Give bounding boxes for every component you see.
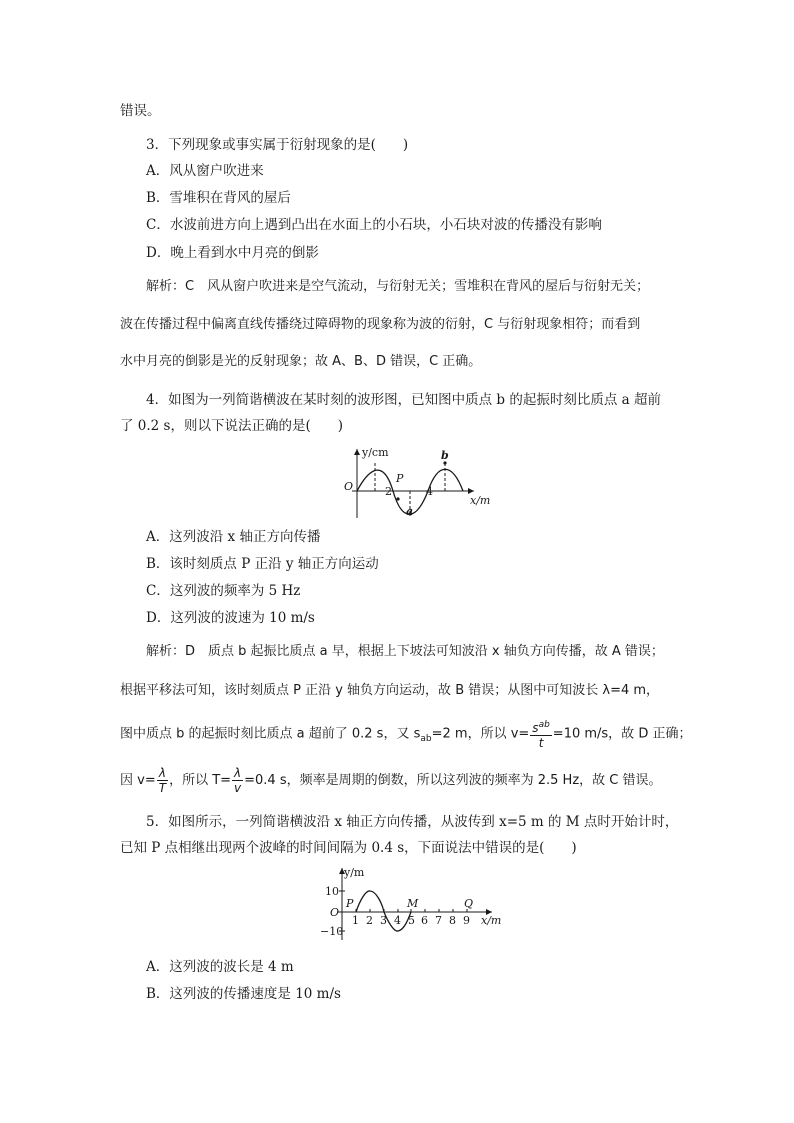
- x-axis-label: x/m: [481, 914, 502, 927]
- y-label-10: 10: [325, 885, 339, 898]
- subscript-ab: ab: [420, 734, 432, 745]
- option-5b: B．这列波的传播速度是 10 m/s: [146, 986, 341, 1002]
- x-tick-2: 2: [385, 485, 392, 498]
- x-tick-label-6: 6: [421, 914, 428, 927]
- x-tick-4: 4: [426, 485, 433, 498]
- question-4-stem-line1: 4．如图为一列简谐横波在某时刻的波形图，已知图中质点 b 的起振时刻比质点 a 超前: [146, 392, 661, 408]
- analysis-4-line3-a: 图中质点 b 的起振时刻比质点 a 超前了 0.2 s，又 s: [120, 726, 421, 742]
- analysis-4-line3-c: =10 m/s，故 D 正确；: [552, 726, 692, 742]
- y-label-neg10: −10: [320, 925, 344, 938]
- point-b-label: b: [441, 449, 449, 462]
- option-4a: A．这列波沿 x 轴正方向传播: [146, 529, 321, 545]
- analysis-4-line4-b: ，所以 T=: [169, 773, 232, 788]
- option-5a: A．这列波的波长是 4 m: [146, 959, 294, 975]
- fraction-denominator: v: [234, 781, 242, 795]
- numerator-superscript: ab: [538, 720, 550, 730]
- option-3b: B．雪堆积在背风的屋后: [146, 190, 291, 206]
- x-tick-label-4: 4: [394, 914, 401, 927]
- analysis-3-line2: 波在传播过程中偏离直线传播绕过障碍物的现象称为波的衍射，C 与衍射现象相符；而看到: [120, 317, 641, 332]
- x-tick-label-7: 7: [435, 914, 442, 927]
- point-p-label: P: [346, 897, 354, 910]
- option-4b: B．该时刻质点 P 正沿 y 轴正方向运动: [146, 556, 379, 572]
- point-q-label: Q: [464, 897, 474, 910]
- y-axis-label: y/cm: [362, 446, 389, 459]
- x-tick-label-5: 5: [408, 914, 415, 927]
- analysis-3-line1: 解析：C 风从窗户吹进来是空气流动，与衍射无关；雪堆积在背风的屋后与衍射无关；: [146, 279, 650, 294]
- fraction-denominator: t: [538, 736, 544, 750]
- option-3d: D．晚上看到水中月亮的倒影: [146, 245, 319, 261]
- analysis-3-line3: 水中月亮的倒影是光的反射现象；故 A、B、D 错误，C 正确。: [120, 354, 482, 369]
- fraction-numerator: s: [532, 721, 539, 735]
- fraction-numerator: λ: [157, 766, 168, 781]
- option-3c: C．水波前进方向上遇到凸出在水面上的小石块，小石块对波的传播没有影响: [146, 217, 602, 233]
- y-axis-label: y/m: [344, 866, 365, 879]
- option-4d: D．这列波的波速为 10 m/s: [146, 610, 315, 626]
- analysis-4-line3-b: =2 m，所以 v=: [431, 726, 530, 742]
- fraction-numerator: λ: [234, 766, 242, 780]
- analysis-4-line1: 解析：D 质点 b 起振比质点 a 早，根据上下坡法可知波沿 x 轴负方向传播，故 A 错误；: [146, 644, 664, 659]
- question-5-stem-line2: 已知 P 点相继出现两个波峰的时间间隔为 0.4 s，下面说法中错误的是( ): [120, 840, 577, 856]
- point-m-label: M: [407, 897, 419, 910]
- fraction-denominator: T: [158, 781, 167, 795]
- origin-label: O: [330, 906, 340, 919]
- analysis-4-line4-c: =0.4 s，频率是周期的倒数，所以这列波的频率为 2.5 Hz，故 C 错误。: [244, 773, 662, 788]
- analysis-4-line2: 根据平移法可知，该时刻质点 P 正沿 y 轴负方向运动，故 B 错误；从图中可知波长 λ=4 m，: [120, 683, 660, 698]
- x-tick-label-3: 3: [380, 914, 387, 927]
- point-a-label: a: [406, 505, 414, 518]
- question-3-stem: 3．下列现象或事实属于衍射现象的是( ): [146, 137, 409, 153]
- analysis-4-line4-a: 因 v=: [120, 773, 156, 788]
- option-3a: A．风从窗户吹进来: [146, 163, 264, 179]
- question-5-stem-line1: 5．如图所示，一列简谐横波沿 x 轴正方向传播，从波传到 x=5 m 的 M 点时开始计时，: [146, 814, 679, 830]
- x-tick-label-1: 1: [352, 914, 359, 927]
- origin-label: O: [344, 480, 354, 493]
- point-p-label: P: [396, 472, 404, 485]
- x-axis-label: x/m: [470, 494, 491, 507]
- text-line: 错误。: [120, 103, 161, 119]
- option-4c: C．这列波的频率为 5 Hz: [146, 583, 301, 599]
- question-4-stem-line2: 了 0.2 s，则以下说法正确的是( ): [120, 418, 344, 434]
- x-tick-label-8: 8: [449, 914, 456, 927]
- x-tick-label-2: 2: [366, 914, 373, 927]
- x-tick-label-9: 9: [463, 914, 470, 927]
